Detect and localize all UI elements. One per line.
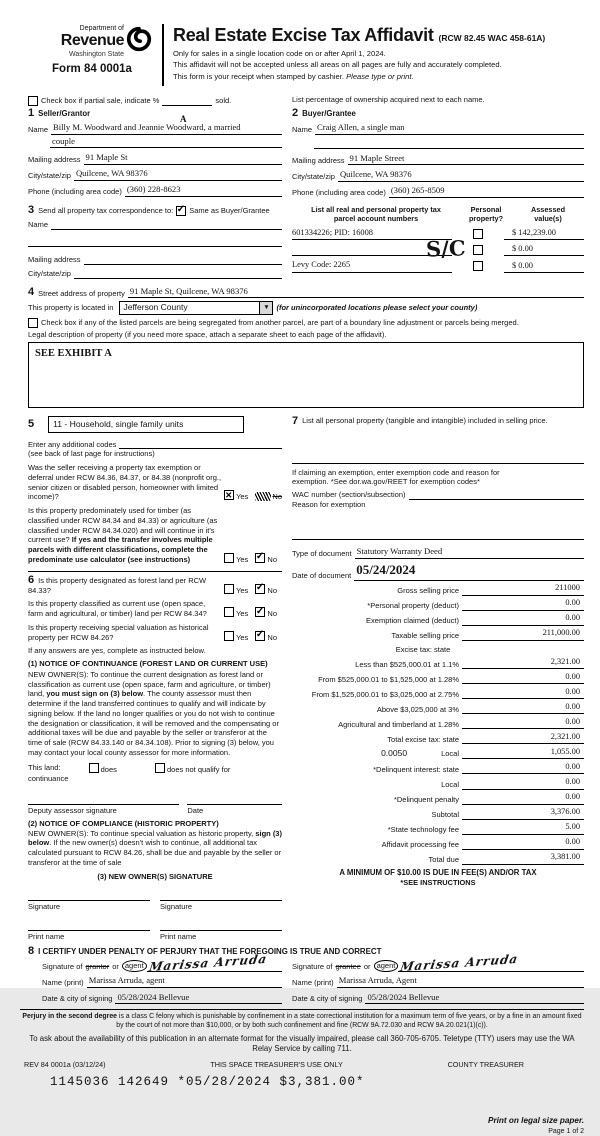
section-7-number: 7 — [292, 415, 299, 428]
section-3-correspondence — [28, 205, 282, 279]
insert-mark-a: A — [180, 114, 187, 125]
no-label: No — [272, 492, 282, 502]
see-instructions-note: *SEE INSTRUCTIONS — [400, 877, 476, 887]
section-5-number: 5 — [28, 418, 35, 431]
forest-yes-checkbox[interactable] — [224, 584, 234, 594]
print-name-label: Print name — [160, 932, 197, 942]
this-land-label: This land: — [28, 762, 61, 772]
washington-state-label: Washington State — [69, 51, 124, 59]
tier4-value[interactable]: 0.00 — [462, 702, 584, 714]
delinq-interest-state-label: *Delinquent interest: state — [373, 764, 459, 774]
delinq-penalty-label: *Delinquent penalty — [393, 794, 459, 804]
scribbled-no-checkbox[interactable] — [255, 492, 271, 501]
signature-label: Signature — [28, 902, 61, 912]
tech-fee-value[interactable]: 5.00 — [462, 822, 584, 834]
total-state-value[interactable]: 2,321.00 — [462, 732, 584, 744]
signature-label: Signature — [160, 902, 193, 912]
subtotal-label: Subtotal — [431, 809, 459, 819]
tier3-value[interactable]: 0.00 — [462, 687, 584, 699]
street-address-field[interactable]: 91 Maple St, Quilcene, WA 98376 — [128, 286, 584, 299]
doc-type-label: Type of document — [292, 548, 352, 558]
signature-of-label: Signature of — [292, 962, 333, 972]
section-5-land-use — [28, 416, 282, 564]
section-1-seller — [28, 108, 282, 197]
personal-property-intro: List all personal property (tangible and intangible) included in selling price. — [302, 416, 548, 426]
legal-description-label: Legal description of property (if you need more space, attach a separate sheet to each page of the affidavit). — [28, 330, 387, 340]
subtotal-value[interactable]: 3,376.00 — [462, 807, 584, 819]
delinq-interest-state-value[interactable]: 0.00 — [462, 762, 584, 774]
current-use-yes-checkbox[interactable] — [224, 607, 234, 617]
seller-phone-field[interactable]: (360) 228-8623 — [125, 184, 282, 197]
seller-city-field[interactable]: Quilcene, WA 98376 — [74, 168, 282, 181]
agri-timber-label: Agricultural and timberland at 1.28% — [338, 719, 459, 729]
additional-codes-field[interactable] — [119, 439, 282, 450]
correspondence-name-field-line2[interactable] — [28, 237, 282, 248]
rcw-reference: (RCW 82.45 WAC 458-61A) — [438, 33, 546, 43]
levy-code-field[interactable]: Levy Code: 2265 — [292, 260, 452, 272]
yes-label: Yes — [236, 609, 249, 619]
grantee-print-field[interactable]: Marissa Arruda, Agent — [337, 975, 584, 988]
new-owner-print-field-2[interactable] — [160, 920, 282, 931]
seller-mailing-field[interactable]: 91 Maple St — [84, 152, 282, 165]
header-note-2: This affidavit will not be accepted unless all areas on all pages are fully and accurately completed. — [173, 60, 502, 70]
buyer-city-field[interactable]: Quilcene, WA 98376 — [338, 169, 584, 182]
processing-fee-label: Affidavit processing fee — [381, 839, 459, 849]
tier2-value[interactable]: 0.00 — [462, 672, 584, 684]
legal-description-value: SEE EXHIBIT A — [35, 348, 112, 360]
land-use-code-box[interactable]: 11 - Household, single family units — [48, 416, 244, 433]
buyer-phone-field[interactable]: (360) 265-8509 — [389, 185, 584, 198]
grantor-date-field[interactable]: 05/28/2024 Bellevue — [115, 992, 282, 1005]
dept-of-label: Department of — [79, 25, 124, 32]
signature-of-label: Signature of — [42, 962, 83, 972]
section-4-number: 4 — [28, 286, 35, 299]
certify-statement: I CERTIFY UNDER PENALTY OF PERJURY THAT THE FOREGOING IS TRUE AND CORRECT — [38, 946, 382, 956]
local-label: Local — [441, 749, 459, 759]
street-address-label: Street address of property — [38, 288, 125, 298]
land-does-not-checkbox[interactable] — [155, 763, 165, 773]
personal-deduct-value[interactable]: 0.00 — [462, 598, 584, 610]
dropdown-arrow-icon[interactable]: ▼ — [259, 302, 272, 314]
new-owner-print-field-1[interactable] — [28, 920, 150, 931]
legal-description-box[interactable] — [28, 342, 584, 408]
segregated-label: Check box if any of the listed parcels are being segregated from another parcel, are part of a boundary line adjustment or parcels being merged. — [41, 317, 519, 327]
grantee-signature-script: Marissa Arruda — [399, 951, 520, 975]
section-2-number: 2 — [292, 106, 299, 119]
grantor-label-struck: grantor — [85, 962, 110, 972]
deputy-date-field[interactable] — [187, 794, 282, 805]
gross-price-value[interactable]: 211000 — [462, 583, 584, 595]
buyer-name-label: Name — [292, 125, 313, 135]
forest-no-checkbox[interactable] — [255, 584, 265, 594]
county-dropdown[interactable] — [119, 301, 273, 315]
no-label: No — [267, 632, 277, 642]
doc-date-field[interactable]: 05/24/2024 — [354, 562, 584, 580]
correspondence-mailing-field[interactable] — [84, 254, 282, 265]
timber-no-checkbox[interactable] — [255, 553, 265, 563]
form-header — [32, 24, 584, 86]
no-label: No — [267, 585, 277, 595]
agent-label-circled: agent — [374, 960, 399, 972]
segregated-checkbox[interactable] — [28, 318, 38, 328]
tier4-label: Above $3,025,000 at 3% — [376, 704, 459, 714]
no-label: No — [267, 554, 277, 564]
excise-tax-computation — [292, 583, 584, 887]
correspondence-name-label: Name — [28, 220, 49, 230]
parcel-col-header-1b: parcel account numbers — [333, 214, 419, 224]
new-owner-signature-field-1[interactable] — [28, 890, 150, 901]
doc-date-label: Date of document — [292, 570, 352, 580]
notice-compliance-title: (2) NOTICE OF COMPLIANCE (HISTORIC PROPERTY) — [28, 818, 219, 828]
local-rate-value: 0.0050 — [381, 748, 408, 759]
section-2-buyer — [292, 108, 584, 198]
wac-number-field[interactable] — [409, 489, 584, 500]
partial-sale-sold-label: sold. — [215, 95, 232, 105]
if-yes-instruction: If any answers are yes, complete as instructed below. — [28, 646, 206, 656]
total-state-label: Total excise tax: state — [387, 734, 459, 744]
treasurer-stamp: 1145036 142649 *05/28/2024 $3,381.00* — [50, 1074, 365, 1089]
seller-name-field[interactable]: Billy M. Woodward and Jeannie Woodward, a married — [51, 122, 282, 135]
notice-continuance-title: (1) NOTICE OF CONTINUANCE (FOREST LAND OR CURRENT USE) — [28, 659, 268, 669]
treasurer-use-label: THIS SPACE TREASURER'S USE ONLY — [210, 1060, 343, 1070]
assessed-value-field-1[interactable]: $ 142,239.00 — [504, 228, 584, 240]
grantee-label-struck: grantee — [335, 962, 361, 972]
delinq-interest-local-label: Local — [441, 779, 459, 789]
page-title: Real Estate Excise Tax Affidavit — [173, 25, 434, 45]
reason-exemption-label: Reason for exemption — [292, 499, 366, 509]
grantor-print-field[interactable]: Marissa Arruda, agent — [87, 975, 282, 988]
rev-form-id: REV 84 0001a (03/12/24) — [24, 1060, 106, 1070]
parcel-table — [292, 205, 584, 273]
correspondence-mailing-label: Mailing address — [28, 255, 81, 265]
revenue-swirl-icon — [126, 26, 152, 52]
additional-codes-label: Enter any additional codes — [28, 439, 117, 449]
continuance-label: continuance — [28, 774, 69, 784]
or-label: or — [363, 962, 371, 972]
ownership-percentage-note: List percentage of ownership acquired next to each name. — [292, 95, 485, 104]
parcel-col-header-3a: Assessed — [530, 204, 566, 214]
dor-logo — [32, 24, 152, 77]
notice-compliance-body: NEW OWNER(S): To continue special valuation as historic property, sign (3) below. If the new owner(s) doesn't wish to continue, all additional tax calculated pursuant to RCW 84.26, shall be due and payable by the seller or transferor at the time of sale — [28, 828, 282, 867]
section-6-number: 6 — [28, 573, 35, 586]
delinq-interest-local-value[interactable]: 0.00 — [462, 777, 584, 789]
grantee-signature-field[interactable] — [398, 951, 584, 975]
processing-fee-value[interactable]: 0.00 — [462, 837, 584, 849]
section-4-property — [28, 286, 584, 408]
does-not-label: does not qualify for — [166, 764, 231, 774]
gross-price-label: Gross selling price — [397, 585, 459, 595]
section-2-title: Buyer/Grantee — [302, 108, 356, 118]
correspondence-city-label: City/state/zip — [28, 269, 71, 279]
personal-property-checkbox-2[interactable] — [473, 245, 483, 255]
page-number: Page 1 of 2 — [548, 1127, 584, 1135]
does-label: does — [100, 764, 117, 774]
parcel-col-header-3b: value(s) — [534, 214, 562, 224]
buyer-mailing-field[interactable]: 91 Maple Street — [348, 153, 584, 166]
date-label: Date — [187, 806, 204, 816]
agri-timber-value[interactable]: 0.00 — [462, 717, 584, 729]
grantor-print-label: Name (print) — [42, 978, 84, 988]
header-divider — [162, 24, 164, 86]
form-number: Form 84 0001a — [52, 63, 132, 76]
historical-no-checkbox[interactable] — [255, 631, 265, 641]
no-label: No — [267, 609, 277, 619]
section-7-personal-property — [292, 416, 584, 580]
section-1-title: Seller/Grantor — [38, 108, 91, 118]
timber-yes-checkbox[interactable] — [224, 553, 234, 563]
additional-codes-note: (see back of last page for instructions) — [28, 449, 155, 459]
yes-label: Yes — [236, 492, 249, 502]
personal-property-checkbox-3[interactable] — [473, 261, 483, 271]
grantee-date-field[interactable]: 05/28/2024 Bellevue — [365, 992, 584, 1005]
yes-label: Yes — [236, 585, 249, 595]
total-due-value[interactable]: 3,381.00 — [462, 852, 584, 864]
doc-type-field[interactable]: Statutory Warranty Deed — [355, 546, 584, 559]
section-3-number: 3 — [28, 203, 35, 216]
seller-phone-label: Phone (including area code) — [28, 187, 122, 197]
delinq-penalty-value[interactable]: 0.00 — [462, 792, 584, 804]
seller-name-field-line2[interactable]: couple — [50, 136, 282, 149]
tier1-value[interactable]: 2,321.00 — [462, 657, 584, 669]
tech-fee-label: *State technology fee — [387, 824, 459, 834]
correspondence-name-field[interactable] — [51, 219, 282, 230]
section-8-certification — [28, 946, 584, 1004]
grantor-signature-script: Marissa Arruda — [147, 951, 269, 975]
timber-question: Is this property predominately used for timber (as classified under RCW 84.34 and 84.33) or agriculture (as classified under RCW 84.34.020) and will continue in it's current use? — [28, 506, 218, 545]
forest-land-question: Is this property designated as forest land per RCW 84.33? — [28, 575, 207, 595]
local-tax-value[interactable]: 1,055.00 — [462, 747, 584, 759]
tier2-label: From $525,000.01 to $1,525,000 at 1.28% — [318, 674, 459, 684]
parcel-number-field[interactable]: 601334226; PID: 16008 — [292, 228, 452, 240]
minimum-fee-note: A MINIMUM OF $10.00 IS DUE IN FEE(S) AND/OR TAX — [339, 867, 537, 877]
reason-exemption-field[interactable] — [292, 529, 584, 540]
exemption-deduct-value[interactable]: 0.00 — [462, 613, 584, 625]
exemption-deduct-label: Exemption claimed (deduct) — [366, 615, 459, 625]
legal-size-note: Print on legal size paper. — [487, 1115, 584, 1125]
seller-name-label: Name — [28, 125, 49, 135]
excise-state-header: Excise tax: state — [395, 644, 451, 654]
partial-sale-percent-field[interactable] — [162, 95, 212, 106]
taxable-price-value[interactable]: 211,000.00 — [462, 628, 584, 640]
section-8-number: 8 — [28, 944, 35, 957]
exemption-note-1: If claiming an exemption, enter exemption code and reason for — [292, 467, 500, 477]
yes-label: Yes — [236, 632, 249, 642]
timber-question-bold: If yes and the transfer involves multiple parcels with different classifications, complete the predominate use calculator (see instructions) — [28, 535, 213, 564]
seller-mailing-label: Mailing address — [28, 154, 81, 164]
alternate-format-notice: To ask about the availability of this publication in an alternate format for the visually impaired, please call 360-705-6705. Teletype (TTY) users may use the WA Relay Service by calling 711. — [29, 1034, 575, 1054]
grantor-signature-field[interactable] — [147, 951, 282, 975]
deputy-assessor-signature-field[interactable] — [28, 794, 179, 805]
tier3-label: From $1,525,000.01 to $3,025,000 at 2.75% — [311, 689, 459, 699]
section-1-number: 1 — [28, 106, 35, 119]
grantee-date-label: Date & city of signing — [292, 994, 363, 1004]
located-in-label: This property is located in — [28, 303, 114, 313]
personal-deduct-label: *Personal property (deduct) — [367, 600, 459, 610]
parcel-col-header-2a: Personal — [470, 204, 502, 214]
buyer-name-field[interactable]: Craig Allen, a single man — [315, 122, 584, 135]
personal-property-field[interactable] — [292, 453, 584, 464]
partial-sale-label: Check box if partial sale, indicate % — [41, 95, 160, 105]
print-name-label: Print name — [28, 932, 65, 942]
seller-city-label: City/state/zip — [28, 171, 71, 181]
correspondence-city-field[interactable] — [74, 268, 282, 279]
tier1-label: Less than $525,000.01 at 1.1% — [355, 659, 459, 669]
new-owner-signature-title: (3) NEW OWNER(S) SIGNATURE — [97, 871, 213, 881]
current-use-question: Is this property classified as current use (open space, farm and agricultural, or timber) land per RCW 84.34? — [28, 599, 207, 619]
wac-number-label: WAC number (section/subsection) — [292, 489, 406, 499]
total-due-label: Total due — [428, 854, 459, 864]
taxable-price-label: Taxable selling price — [391, 630, 459, 640]
perjury-notice: Perjury in the second degree is a class C felony which is punishable by confinement in a state correctional institution for a maximum term of five years, or by a fine in an amount fixed by the court of not more than $10,000, or by both such confinement and fine (RCW 9A.72.030 and RCW 9A.20.021(1)(c)). — [22, 1013, 582, 1030]
deferral-yes-checkbox[interactable] — [224, 490, 234, 500]
historical-question: Is this property receiving special valuation as historical property per RCW 84.26? — [28, 622, 209, 642]
buyer-phone-label: Phone (including area code) — [292, 188, 386, 198]
county-dropdown-value: Jefferson County — [123, 302, 188, 313]
exemption-note-2: exemption. *See dor.wa.gov/REET for exemption codes* — [292, 477, 480, 487]
section-6-designations — [28, 575, 282, 942]
header-note-1: Only for sales in a single location code on or after April 1, 2024. — [173, 48, 386, 58]
assessed-value-field-3[interactable]: $ 0.00 — [504, 261, 584, 273]
current-use-no-checkbox[interactable] — [255, 607, 265, 617]
new-owner-signature-field-2[interactable] — [160, 890, 282, 901]
deputy-assessor-label: Deputy assessor signature — [28, 806, 117, 816]
handwritten-sc-annotation: S/C — [425, 235, 467, 262]
same-as-buyer-checkbox[interactable] — [176, 206, 186, 216]
revenue-wordmark: Revenue — [60, 32, 124, 50]
grantee-print-label: Name (print) — [292, 978, 334, 988]
assessed-value-field-2[interactable]: $ 0.00 — [504, 244, 584, 256]
header-note-3: This form is your receipt when stamped by cashier. Please type or print. — [173, 71, 414, 81]
notice-continuance-body: NEW OWNER(S): To continue the current designation as forest land or classification as current use (open space, farm and agriculture, or timber) land, you must sign on (3) below. The county assessor must then determine if the land transferred continues to qualify and will indicate by signing below. If the land no longer qualifies or you do not wish to continue the designation or classification, it will be removed and the compensating or additional taxes will be due and payable by the seller or transferor at the time of sale (RCW 84.33.140 or 84.34.108). Prior to signing (3) below, you may contact your local county assessor for more information. — [28, 669, 279, 757]
grantor-date-label: Date & city of signing — [42, 994, 113, 1004]
buyer-mailing-label: Mailing address — [292, 155, 345, 165]
land-does-checkbox[interactable] — [89, 763, 99, 773]
exemption-deferral-question: Was the seller receiving a property tax exemption or deferral under RCW 84.36, 84.37, or 84.38 (nonprofit org., senior citizen or disabled person, homeowner with limited income)? — [28, 463, 222, 502]
agent-label-circled: agent — [122, 960, 147, 972]
correspondence-label: Send all property tax correspondence to: — [38, 206, 174, 216]
historical-yes-checkbox[interactable] — [224, 631, 234, 641]
parcel-col-header-1a: List all real and personal property tax — [311, 204, 441, 214]
county-treasurer-label: COUNTY TREASURER — [447, 1060, 524, 1070]
buyer-name-field-line2[interactable] — [314, 139, 584, 150]
personal-property-checkbox-1[interactable] — [473, 229, 483, 239]
parcel-col-header-2b: property? — [468, 214, 504, 224]
same-as-buyer-label: Same as Buyer/Grantee — [189, 206, 270, 216]
or-label: or — [112, 962, 119, 972]
buyer-city-label: City/state/zip — [292, 171, 335, 181]
partial-sale-checkbox[interactable] — [28, 96, 38, 106]
yes-label: Yes — [236, 554, 249, 564]
county-note: (for unincorporated locations please select your county) — [276, 303, 478, 313]
